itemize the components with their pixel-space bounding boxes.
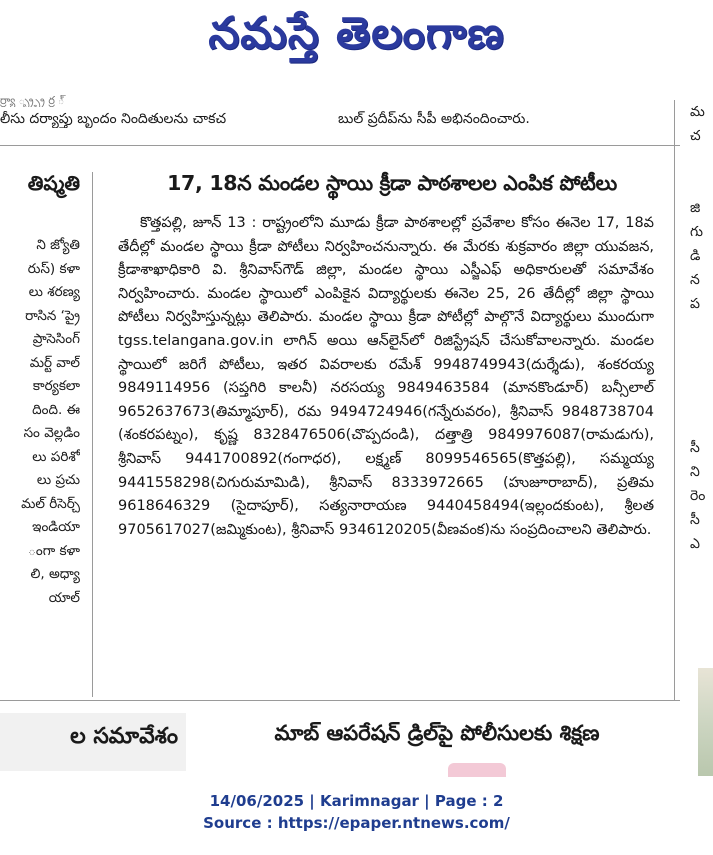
footer-source-line[interactable]: Source : https://epaper.ntnews.com/: [203, 814, 510, 832]
article-body: [118, 212, 654, 542]
photo-fragment: [448, 763, 506, 777]
left-line: ని జ్యోతి: [36, 237, 80, 253]
left-line: మర్ట్ వాల్: [29, 354, 80, 371]
masthead: [0, 0, 713, 78]
left-line: యాల్: [48, 589, 80, 606]
right-line: [690, 172, 713, 196]
left-line: సం వెల్లడిం: [23, 425, 80, 441]
right-line: ని: [690, 464, 700, 480]
section-divider-bottom: [0, 700, 680, 701]
article-headline: 17, 18న మండల స్థాయి క్రీడా పాఠశాలల ఎంపిక పోటీలు: [167, 171, 617, 195]
left-line: లు ప్రచు: [36, 472, 80, 488]
left-column-text: [0, 234, 80, 610]
right-line: జి: [690, 200, 701, 216]
right-line: ప: [690, 296, 700, 312]
mid-strip-line: బుల్ ప్రదీప్‌ను సీపీ అభినందించారు.: [338, 111, 530, 127]
photo-fragment-right: [698, 668, 713, 776]
left-line: లి, అధ్యా: [30, 566, 80, 582]
left-line: ఇండియా: [32, 519, 80, 535]
cropped-text-top: ర్ర్యా ్బ్ర్బ్ర ర్ర ్: [0, 95, 65, 107]
right-line: ఎ: [690, 536, 700, 552]
left-line: రుస్) కళా: [27, 260, 80, 277]
column-rule-right: [674, 100, 675, 700]
right-line: న: [690, 272, 700, 288]
left-line: రాసిన ‘ప్రై: [25, 307, 80, 324]
left-line: మల్ రీసెర్చ్: [21, 495, 80, 512]
article-paragraph: కొత్తపల్లి, జూన్ 13 : రాష్ట్రంలోని మూడు క్రీడా పాఠశాలల్లో ప్రవేశాల కోసం ఈనెల 17, 18వ తేదీల్లో మండల స్థాయి క్రీడా పోటీలు నిర్వహించనున్నారు. ఈ మేరకు శుక్రవారం జిల్లా యువజన, క్రీడాశాఖాధికారి వి. శ్రీనివాస్‌గౌడ్ జిల్లా, మండల స్థాయి ఎస్జీఎఫ్ అధికారులతో సమావేశం నిర్వహించారు. మండల స్థాయిలో ఎంపికైన విద్యార్థులకు ఈనెల 25, 26 తేదీల్లో జిల్లా స్థాయి పోటీలు నిర్వహిస్తున్నట్లు తెలిపారు. మండల స్థాయి క్రీడా పోటీల్లో పాల్గొనే విద్యార్థులు ముందుగా tgss.telangana.gov.in లాగిన్ అయి ఆన్‌లైన్‌లో రిజిస్ట్రేషన్ చేసుకోవాలన్నారు. మండల స్థాయిలో జరిగే పోటీలు, ఇతర వివరాలకు రమేశ్ 9948749943(దుర్శేడు), శంకరయ్య 9849114956 (సప్తగిరి కాలనీ) నరసయ్య 9849463584 (మానకొండూర్) బన్సీలాల్ 9652637673(తిమ్మాపూర్), రమ 9494724946(గన్నేరువరం), శ్రీనివాస్ 9848738704 (శంకరపట్నం), కృష్ణ 8328476506(చొప్పదండి), దత్తాత్రి 9849976087(రామడుగు), శ్రీనివాస్ 9441700892(గంగాధర), లక్ష్మణ్ 8099546565(కొత్తపల్లి), సమ్మయ్య 9441558298(చిగురుమామిడి), శ్రీనివాస్ 8333972665 (హుజూరాబాద్), ప్రతిమ 9618646329 (సైదాపూర్), సత్యనారాయణ 9440458494(ఇల్లందకుంట), శ్రీలత 9705617027(జమ్మికుంట), శ్రీనివాస్ 9346120205(వీణవంక)ను సంప్రదించాలని తెలిపారు.: [118, 215, 654, 538]
right-line: [690, 148, 713, 172]
right-line: [690, 412, 713, 436]
left-line: లు పరిశో: [32, 448, 80, 465]
right-line: [690, 340, 713, 364]
right-line: [690, 316, 713, 340]
section-divider: [0, 145, 680, 146]
right-line: గు: [690, 224, 704, 240]
footer-date-line: 14/06/2025 | Karimnagar | Page : 2: [209, 792, 504, 810]
right-line: సీ: [690, 512, 700, 528]
right-column-text: [690, 100, 713, 556]
right-line: డి: [690, 248, 701, 264]
right-line: రెం: [690, 488, 706, 504]
left-line: దింది. ఈ: [32, 401, 80, 418]
left-line: ప్రాసెసింగ్: [32, 331, 80, 347]
right-line: [690, 388, 713, 412]
newspaper-logo: నమస్తే తెలంగాణ: [208, 8, 505, 59]
right-line: [690, 364, 713, 388]
bottom-left-headline-box: [0, 713, 186, 771]
left-column-headline: తిష్మతి: [27, 171, 80, 195]
footer: [0, 790, 713, 834]
left-strip-line: లీసు దర్యాప్తు బృందం నిందితులను చాకచ: [0, 111, 227, 127]
left-line: కార్యకలా: [32, 378, 80, 394]
right-line: మ: [690, 104, 705, 120]
column-rule-left: [92, 172, 93, 697]
right-line: చ: [690, 128, 701, 144]
right-line: సీ: [690, 440, 700, 456]
left-line: లు శరణ్య: [28, 284, 80, 300]
bottom-left-headline: ల సమావేశం: [70, 724, 178, 749]
bottom-article-headline: మాబ్ ఆపరేషన్ డ్రిల్‌పై పోలీసులకు శిక్షణ: [274, 721, 600, 745]
left-line: ంగా కళా: [28, 542, 80, 559]
